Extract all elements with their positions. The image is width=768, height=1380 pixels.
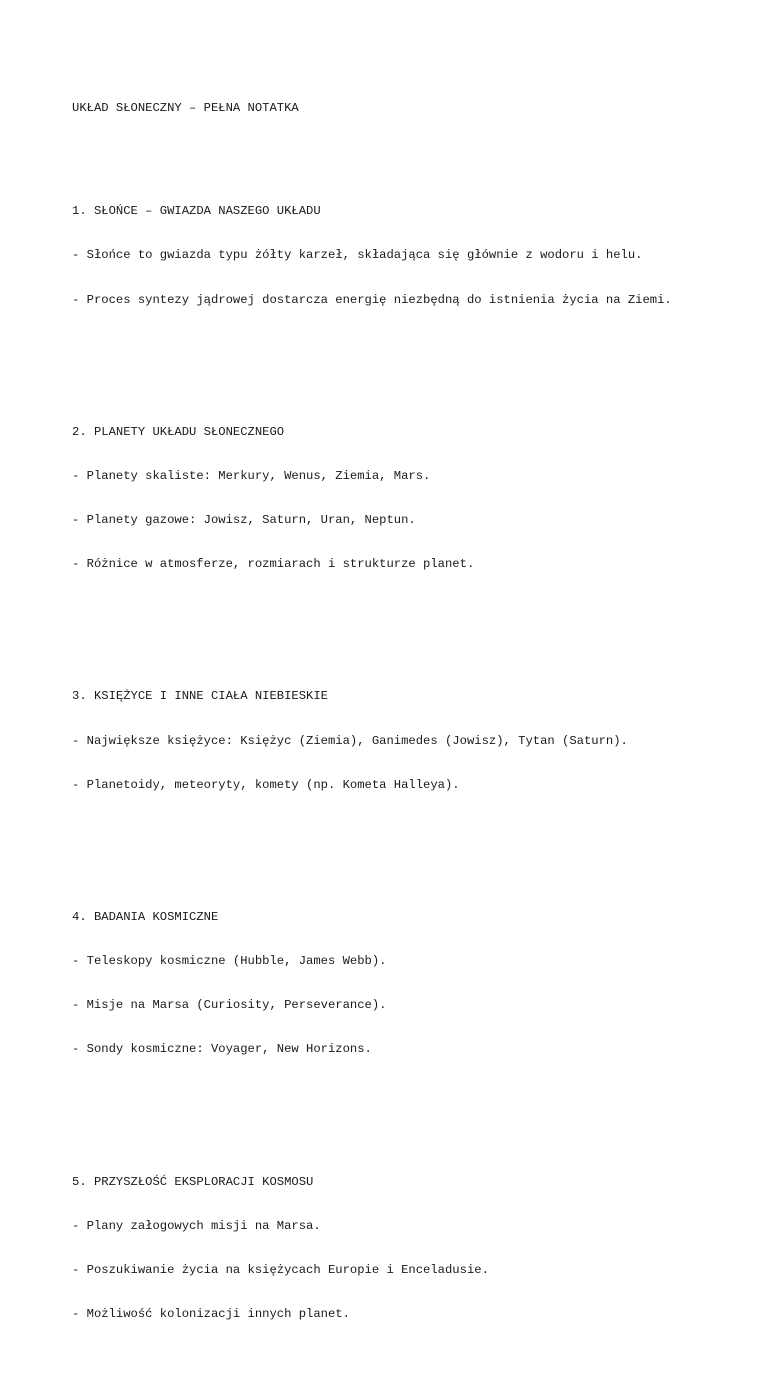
list-item: - Teleskopy kosmiczne (Hubble, James Webb).	[72, 954, 387, 969]
section-sun	[72, 175, 712, 337]
list-item: - Plany załogowych misji na Marsa.	[72, 1218, 321, 1233]
section-heading: 1. SŁOŃCE – GWIAZDA NASZEGO UKŁADU	[72, 204, 321, 219]
section-heading: 4. BADANIA KOSMICZNE	[72, 910, 219, 925]
list-item: - Planety gazowe: Jowisz, Saturn, Uran, Neptun.	[72, 513, 416, 528]
list-item: - Planetoidy, meteoryty, komety (np. Kometa Halleya).	[72, 777, 460, 792]
list-item: - Różnice w atmosferze, rozmiarach i strukturze planet.	[72, 557, 475, 572]
section-future	[72, 1145, 712, 1351]
list-item: - Proces syntezy jądrowej dostarcza energię niezbędną do istnienia życia na Ziemi.	[72, 292, 672, 307]
section-heading: 2. PLANETY UKŁADU SŁONECZNEGO	[72, 424, 285, 439]
section-research	[72, 881, 712, 1087]
section-moons	[72, 660, 712, 822]
list-item: - Poszukiwanie życia na księżycach Europie i Enceladusie.	[72, 1262, 489, 1277]
document-title: UKŁAD SŁONECZNY – PEŁNA NOTATKA	[72, 101, 299, 116]
list-item: - Misje na Marsa (Curiosity, Perseverance).	[72, 998, 387, 1013]
section-planets	[72, 395, 712, 601]
list-item: - Możliwość kolonizacji innych planet.	[72, 1306, 350, 1321]
list-item: - Sondy kosmiczne: Voyager, New Horizons.	[72, 1042, 372, 1057]
list-item: - Największe księżyce: Księżyc (Ziemia), Ganimedes (Jowisz), Tytan (Saturn).	[72, 733, 628, 748]
section-heading: 5. PRZYSZŁOŚĆ EKSPLORACJI KOSMOSU	[72, 1174, 314, 1189]
list-item: - Planety skaliste: Merkury, Wenus, Ziemia, Mars.	[72, 468, 431, 483]
section-heading: 3. KSIĘŻYCE I INNE CIAŁA NIEBIESKIE	[72, 689, 328, 704]
list-item: - Słońce to gwiazda typu żółty karzeł, składająca się głównie z wodoru i helu.	[72, 248, 643, 263]
document-page	[72, 72, 712, 1380]
